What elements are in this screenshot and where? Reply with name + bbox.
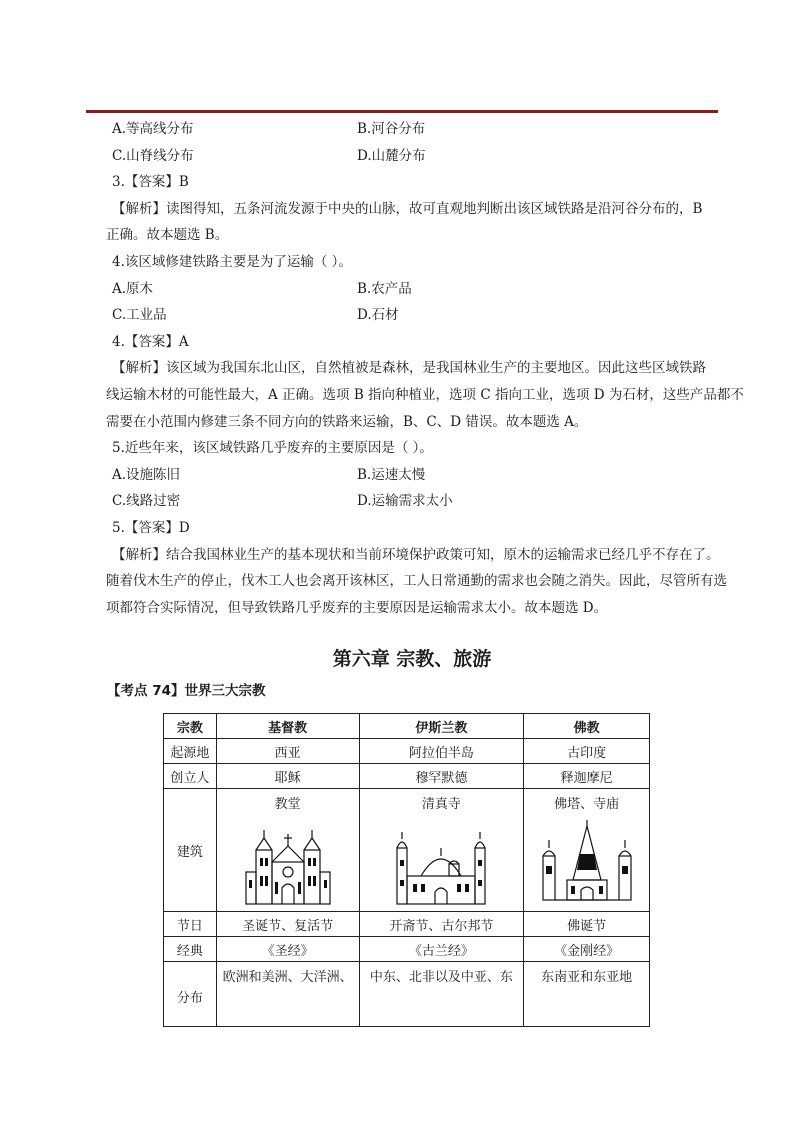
option-d: D.运输需求太小	[357, 493, 453, 510]
table-header-cell: 佛教	[524, 714, 650, 739]
table-cell: 释迦摩尼	[524, 764, 650, 789]
table-cell: 《古兰经》	[359, 937, 524, 962]
option-row	[112, 462, 712, 489]
table-cell: 《圣经》	[216, 937, 359, 962]
building-name: 清真寺	[421, 797, 461, 812]
q4-analysis-cont: 线运输木材的可能性最大，A 正确。选项 B 指向种植业，选项 C 指向工业，选项 D 为石材，这些产品都不	[106, 386, 744, 403]
table-cell-mosque	[359, 789, 524, 912]
option-c: C.山脊线分布	[112, 147, 194, 164]
table-header-row	[164, 714, 650, 739]
q4-stem: 4.该区域修建铁路主要是为了运输（ ）。	[112, 253, 352, 270]
option-b: B.河谷分布	[357, 121, 426, 137]
option-d: D.石材	[357, 307, 399, 324]
option-row	[112, 143, 712, 170]
table-cell: 穆罕默德	[359, 764, 524, 789]
q5-stem: 5.近些年来，该区域铁路几乎废弃的主要原因是（ ）。	[112, 440, 433, 457]
q4-answer: 4.【答案】A	[112, 333, 189, 350]
option-a: A.原木	[112, 280, 154, 297]
content-area	[106, 116, 744, 705]
table-row	[164, 937, 650, 962]
table-row	[164, 912, 650, 937]
chapter-title: 第六章 宗教、旅游	[332, 648, 492, 671]
table-cell: 欧洲和美洲、大洋洲、	[216, 962, 359, 1027]
table-cell: 建筑	[164, 789, 217, 912]
table-cell: 古印度	[524, 739, 650, 764]
q5-analysis-cont: 随着伐木生产的停止，伐木工人也会离开该林区，工人日常通勤的需求也会随之消失。因此，尽管所有选	[106, 573, 727, 590]
option-b: B.农产品	[357, 280, 412, 297]
table-cell: 圣诞节、复活节	[216, 912, 359, 937]
table-cell: 开斋节、古尔邦节	[359, 912, 524, 937]
q5-analysis: 【解析】结合我国林业生产的基本现状和当前环境保护政策可知，原木的运输需求已经几乎不存在了。	[112, 546, 720, 563]
table-header-cell: 伊斯兰教	[359, 714, 524, 739]
q4-analysis: 【解析】该区域为我国东北山区，自然植被是森林，是我国林业生产的主要地区。因此这些区域铁路	[112, 360, 706, 377]
table-cell: 东南亚和东亚地	[524, 962, 650, 1027]
q3-answer: 3.【答案】B	[112, 174, 189, 191]
table-cell: 佛诞节	[524, 912, 650, 937]
table-cell: 节日	[164, 912, 217, 937]
q5-answer: 5.【答案】D	[112, 519, 190, 536]
q4-analysis-cont: 需要在小范围内修建三条不同方向的铁路来运输，B、C、D 错误。故本题选 A。	[106, 413, 588, 430]
table-cell: 阿拉伯半岛	[359, 739, 524, 764]
option-c: C.工业品	[112, 307, 167, 324]
table-cell-church	[216, 789, 359, 912]
option-b: B.运速太慢	[357, 466, 426, 483]
option-c: C.线路过密	[112, 493, 181, 510]
table-cell: 创立人	[164, 764, 217, 789]
table-cell: 中东、北非以及中亚、东	[359, 962, 524, 1027]
option-a: A.设施陈旧	[112, 466, 181, 483]
option-row	[112, 276, 712, 303]
header-rule	[86, 110, 718, 113]
option-a: A.等高线分布	[112, 121, 194, 137]
table-cell: 分布	[164, 962, 217, 1027]
table-cell: 起源地	[164, 739, 217, 764]
church-illustration	[242, 820, 334, 906]
table-cell-temple	[524, 789, 650, 912]
option-row	[112, 116, 712, 143]
option-row	[112, 488, 712, 515]
table-cell: 《金刚经》	[524, 937, 650, 962]
mosque-illustration	[391, 820, 491, 906]
table-cell: 经典	[164, 937, 217, 962]
table-header-cell: 宗教	[164, 714, 217, 739]
option-d: D.山麓分布	[357, 147, 426, 164]
table-header-cell: 基督教	[216, 714, 359, 739]
table-row	[164, 764, 650, 789]
table-row	[164, 739, 650, 764]
section-title: 【考点 74】世界三大宗教	[107, 683, 266, 700]
q3-analysis: 【解析】读图得知，五条河流发源于中央的山脉，故可直观地判断出该区域铁路是沿河谷分布的，B	[112, 200, 703, 217]
building-name: 佛塔、寺庙	[554, 797, 620, 812]
pagoda-illustration	[539, 820, 635, 906]
option-row	[112, 302, 712, 329]
religions-table	[163, 713, 650, 1027]
q5-analysis-cont: 项都符合实际情况，但导致铁路几乎废弃的主要原因是运输需求太小。故本题选 D。	[106, 599, 608, 616]
q3-analysis-cont: 正确。故本题选 B。	[106, 227, 229, 244]
table-cell: 西亚	[216, 739, 359, 764]
table-cell: 耶稣	[216, 764, 359, 789]
building-name: 教堂	[274, 797, 301, 812]
table-row	[164, 962, 650, 1027]
table-row-buildings	[164, 789, 650, 912]
